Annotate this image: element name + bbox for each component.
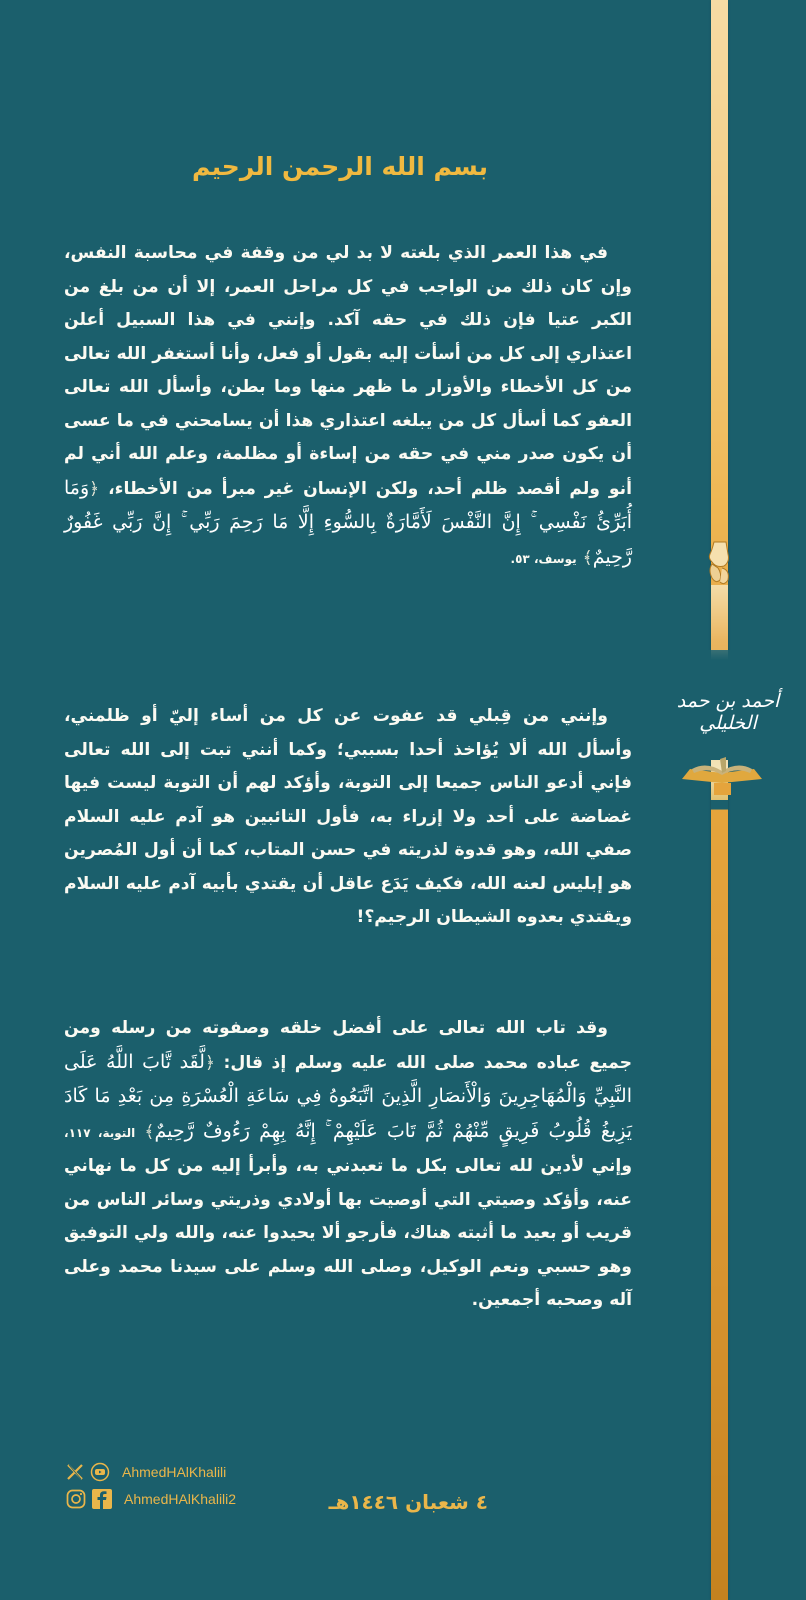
verse-open-bracket: ﴿ (89, 478, 100, 499)
social-handles (66, 1458, 236, 1512)
verse-reference: التوبة، ١١٧، (64, 1125, 136, 1140)
paragraph-2 (64, 700, 632, 935)
social-handle: AhmedHAlKhalili (122, 1463, 227, 1480)
page-title: بسم الله الرحمن الرحيم (192, 152, 488, 181)
social-row-instagram-facebook[interactable] (66, 1485, 236, 1512)
facebook-icon[interactable] (92, 1489, 112, 1509)
verse-close-bracket: ﴾ (144, 1121, 155, 1142)
verse-close-bracket: ﴾ (582, 547, 593, 568)
paragraph-3-text-before: وقد تاب الله تعالى على أفضل خلقه وصفوته من رسله ومن جميع عباده محمد صلى الله عليه وسلم إذ قال: (64, 1018, 632, 1073)
author-signature: أحمد بن حمد الخليلي (676, 690, 780, 734)
social-handle: AhmedHAlKhalili2 (124, 1490, 237, 1507)
verse-reference: يوسف، ٥٣. (510, 551, 577, 566)
open-book-icon (680, 755, 764, 795)
paragraph-1-text: في هذا العمر الذي بلغته لا بد لي من وقفة في محاسبة النفس، وإن كان ذلك من الواجب في كل مراحل العمر، إلا أن من بلغ من الكبر عتيا فإن ذلك في حقه آكد. وإنني في هذا السبيل أعلن اعتذاري إلى كل من أسأت إليه بقول أو فعل، وأنا أستغفر الله تعالى من كل الأخطاء والأوزار ما ظهر منها وما بطن، وأسأل الله تعالى العفو كما أسأل كل من يبلغه اعتذاري هذا أن يسامحني في ما عسى أن يكون صدر مني في حقه من إساءة أو مظلمة، وعلم الله أني لم أنو ولم أقصد ظلم أحد، ولكن الإنسان غير مبرأ من الأخطاء، (64, 243, 633, 499)
paragraph-3 (64, 1012, 632, 1318)
decorative-gold-bar (711, 0, 728, 1600)
youtube-icon[interactable] (90, 1462, 110, 1482)
hijri-date: ٤ شعبان ١٤٤٦هـ (328, 1490, 488, 1514)
verse-open-bracket: ﴿ (204, 1052, 216, 1073)
paragraph-2-text: وإنني من قِبلي قد عفوت عن كل من أساء إليّ أو ظلمني، وأسأل الله ألا يُؤاخذ أحدا بسببي؛ وكما أنني تبت إلى الله تعالى فإني أدعو الناس جميعا إلى التوبة، وأؤكد لهم أن التوبة ليست فيها غضاضة على أحد ولا إزراء به، فأول التائبين هو آدم عليه السلام صفي الله، وهو قدوة لذريته في حسن المتاب، كما أن أول المُصرين هو إبليس لعنه الله، فكيف يَدَع عاقل أن يقتدي بأبيه آدم عليه السلام ويقتدي بعدوه الشيطان الرجيم؟! (64, 706, 632, 927)
paragraph-1 (64, 237, 632, 576)
instagram-icon[interactable] (66, 1489, 86, 1509)
x-icon[interactable] (66, 1463, 84, 1481)
clasped-hands-icon (700, 540, 740, 595)
quran-verse-yusuf: وَمَا أُبَرِّئُ نَفْسِي ۚ إِنَّ النَّفْسَ لَأَمَّارَةٌ بِالسُّوءِ إِلَّا مَا رَحِمَ رَبِّي ۚ إِنَّ رَبِّي غَفُورٌ رَّحِيمٌ (64, 476, 632, 568)
paragraph-3-text-after: وإني لأدين لله تعالى بكل ما تعبدني به، وأبرأ إليه من كل ما نهاني عنه، وأؤكد وصيتي التي أوصيت بها أولادي وذريتي وسائر الناس من قريب أو بعيد ما أثبته هناك، فأرجو ألا يحيدوا عنه، والله ولي التوفيق وهو حسبي ونعم الوكيل، وصلى الله وسلم على سيدنا محمد وعلى آله وصحبه أجمعين. (64, 1156, 632, 1310)
bar-light-fade (711, 585, 728, 660)
social-row-x-youtube[interactable] (66, 1458, 236, 1485)
quran-verse-tawbah: لَّقَد تَّابَ اللَّهُ عَلَى النَّبِيِّ وَالْمُهَاجِرِينَ وَالْأَنصَارِ الَّذِينَ اتَّبَعُوهُ فِي سَاعَةِ الْعُسْرَةِ مِن بَعْدِ مَا كَادَ يَزِيغُ قُلُوبُ فَرِيقٍ مِّنْهُمْ ثُمَّ تَابَ عَلَيْهِمْ ۚ إِنَّهُ بِهِمْ رَءُوفٌ رَّحِيمٌ (64, 1050, 632, 1142)
